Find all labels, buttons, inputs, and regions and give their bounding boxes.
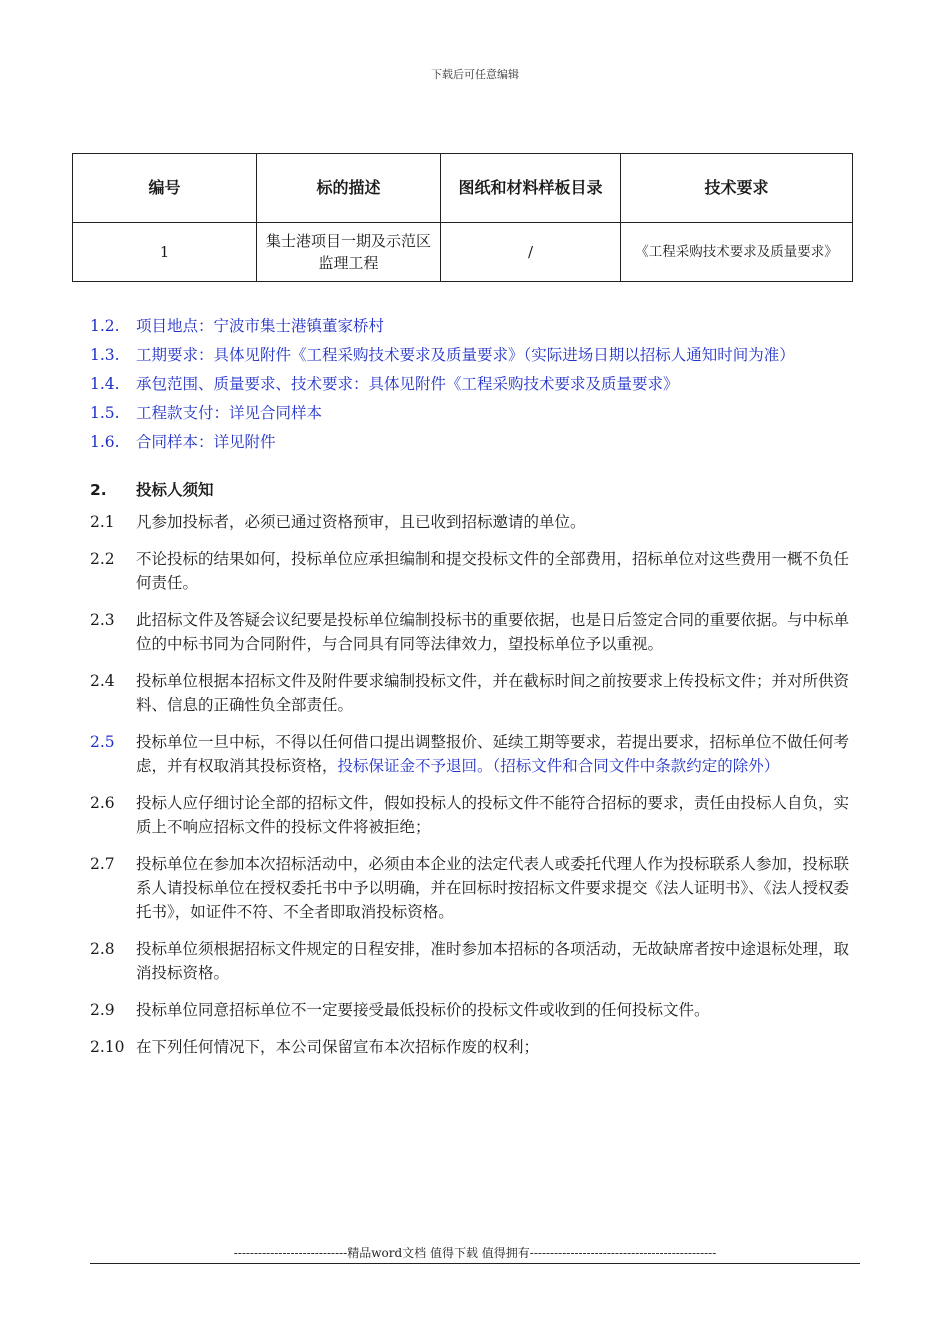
clause-number: 2.7 [90, 855, 115, 873]
section-heading [90, 478, 860, 502]
clause [90, 998, 860, 1022]
item-text: 工期要求：具体见附件《工程采购技术要求及质量要求》（实际进场日期以招标人通知时间为准） [136, 346, 795, 364]
item-text: 承包范围、质量要求、技术要求：具体见附件《工程采购技术要求及质量要求》 [136, 375, 679, 393]
bid-item-table [72, 153, 853, 282]
col-header-description: 标的描述 [257, 154, 441, 223]
clause-text-main: 投标单位一旦中标，不得以任何借口提出调整报价、延续工期等要求，若提出要求，招标单位不做任何考虑，并有权取消其投标资格， [136, 733, 850, 775]
cell-drawings: / [441, 223, 621, 282]
col-header-number: 编号 [73, 154, 257, 223]
clause-number: 2.5 [90, 733, 115, 751]
list-item [90, 430, 860, 454]
item-text: 项目地点：宁波市集士港镇董家桥村 [136, 317, 385, 335]
clause [90, 852, 860, 924]
footer-divider [90, 1263, 860, 1264]
clause-number: 2.9 [90, 1001, 115, 1019]
item-text: 合同样本：详见附件 [136, 433, 276, 451]
clause-number: 2.6 [90, 794, 115, 812]
clause-text [136, 730, 860, 778]
clause-text-highlight: 投标保证金不予退回。（招标文件和合同文件中条款约定的除外） [337, 757, 780, 775]
list-item [90, 343, 860, 367]
table-header-row [73, 154, 853, 223]
clause-text: 投标单位须根据招标文件规定的日程安排，准时参加本招标的各项活动，无故缺席者按中途退标处理，取消投标资格。 [136, 940, 850, 982]
clause-number: 2.3 [90, 611, 115, 629]
item-number: 1.2. [90, 317, 120, 335]
list-item [90, 372, 860, 396]
clause-number: 2.2 [90, 550, 115, 568]
col-header-tech-req: 技术要求 [621, 154, 853, 223]
clause [90, 669, 860, 717]
cell-number: 1 [73, 223, 257, 282]
clause-text: 投标人应仔细讨论全部的招标文件，假如投标人的投标文件不能符合招标的要求，责任由投标人自负，实质上不响应招标文件的投标文件将被拒绝； [136, 794, 850, 836]
item-number: 1.5. [90, 404, 120, 422]
clause-number: 2.8 [90, 940, 115, 958]
list-item [90, 314, 860, 338]
clause [90, 1035, 860, 1059]
table-row [73, 223, 853, 282]
clause [90, 547, 860, 595]
clause [90, 510, 860, 534]
header-note: 下载后可任意编辑 [431, 68, 519, 81]
clause [90, 608, 860, 656]
clause [90, 791, 860, 839]
item-number: 1.6. [90, 433, 120, 451]
list-item [90, 401, 860, 425]
col-header-drawings: 图纸和材料样板目录 [441, 154, 621, 223]
clause-text: 在下列任何情况下，本公司保留宣布本次招标作废的权利； [136, 1038, 540, 1056]
item-number: 1.3. [90, 346, 120, 364]
clause-text: 此招标文件及答疑会议纪要是投标单位编制投标书的重要依据，也是日后签定合同的重要依据。与中标单位的中标书同为合同附件，与合同具有同等法律效力，望投标单位予以重视。 [136, 611, 850, 653]
clause-number: 2.1 [90, 513, 115, 531]
clause [90, 937, 860, 985]
clause [90, 730, 860, 778]
document-body [90, 314, 860, 1072]
cell-tech-req: 《工程采购技术要求及质量要求》 [621, 223, 853, 282]
item-number: 1.4. [90, 375, 120, 393]
section-number: 2. [90, 481, 107, 499]
clause-text: 不论投标的结果如何，投标单位应承担编制和提交投标文件的全部费用，招标单位对这些费用一概不负任何责任。 [136, 550, 850, 592]
section-title: 投标人须知 [136, 481, 214, 499]
footer-note: ----------------------------精品word文档 值得下载 值得拥有---------------------------------------------- [233, 1246, 717, 1260]
clause-number: 2.4 [90, 672, 115, 690]
clause-text: 凡参加投标者，必须已通过资格预审，且已收到招标邀请的单位。 [136, 513, 586, 531]
clause-text: 投标单位在参加本次招标活动中，必须由本企业的法定代表人或委托代理人作为投标联系人参加，投标联系人请投标单位在授权委托书中予以明确，并在回标时按招标文件要求提交《法人证明书》、《法人授权委托书》，如证件不符、不全者即取消投标资格。 [136, 855, 850, 921]
clause-text: 投标单位同意招标单位不一定要接受最低投标价的投标文件或收到的任何投标文件。 [136, 1001, 710, 1019]
clause-text: 投标单位根据本招标文件及附件要求编制投标文件，并在截标时间之前按要求上传投标文件；并对所供资料、信息的正确性负全部责任。 [136, 672, 850, 714]
item-text: 工程款支付：详见合同样本 [136, 404, 323, 422]
clause-number: 2.10 [90, 1038, 125, 1056]
cell-description: 集士港项目一期及示范区监理工程 [257, 223, 441, 282]
